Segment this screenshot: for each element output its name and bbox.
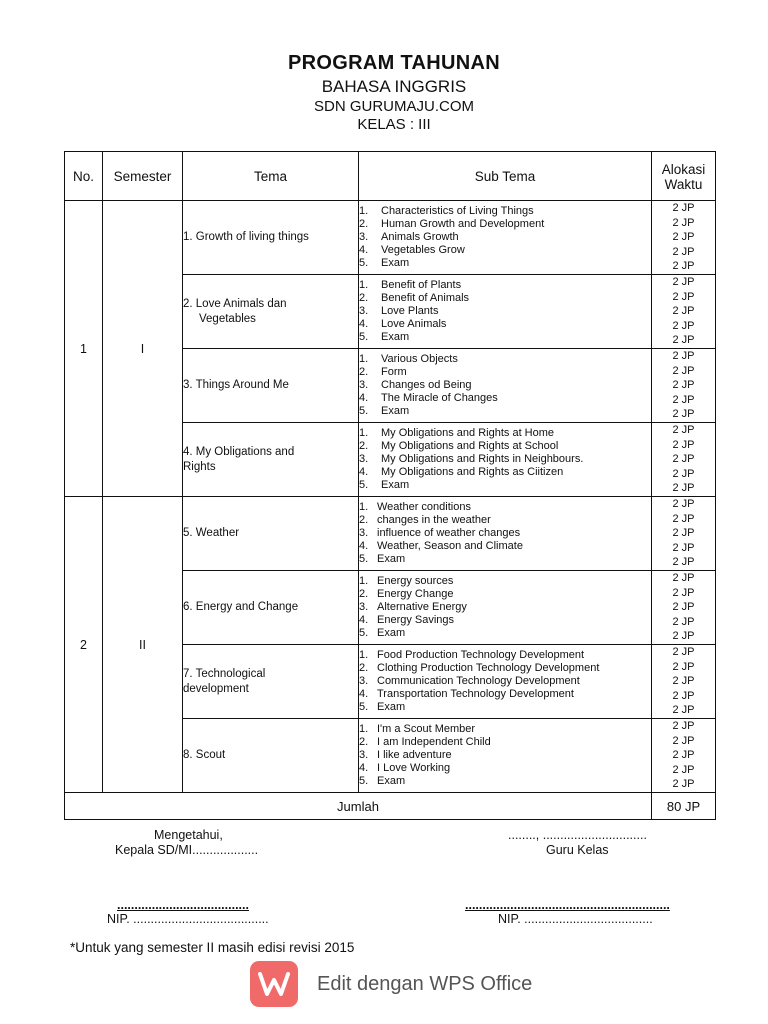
time-allocation: 2 JP — [672, 586, 695, 599]
semester-number: 1 — [65, 201, 103, 497]
time-allocation: 2 JP — [672, 438, 695, 451]
program-table — [64, 151, 716, 820]
table-header-row — [65, 152, 716, 201]
time-allocation-cell — [652, 497, 716, 571]
subtheme-index: 1. — [359, 649, 369, 661]
subtheme-index: 5. — [359, 405, 369, 417]
theme-title: Rights — [183, 460, 216, 473]
subtheme-index: 4. — [359, 614, 369, 626]
subtheme-item — [359, 762, 651, 775]
subtheme-text: Exam — [377, 553, 406, 565]
time-allocation: 2 JP — [672, 276, 695, 289]
subtheme-index: 3. — [359, 749, 369, 761]
subtheme-item — [359, 614, 651, 627]
signature-teacher-title: Guru Kelas — [546, 843, 609, 857]
subtheme-item — [359, 218, 651, 231]
theme-row — [65, 201, 716, 275]
time-allocation: 2 JP — [672, 720, 695, 733]
time-allocation: 2 JP — [672, 393, 695, 406]
subtheme-index: 3. — [359, 527, 369, 539]
subtheme-item — [359, 736, 651, 749]
semester-label: II — [103, 497, 183, 793]
subtheme-index: 1. — [359, 353, 369, 365]
subtheme-index: 3. — [359, 379, 369, 391]
subtheme-text: Energy Change — [377, 588, 454, 600]
time-allocation-cell — [652, 423, 716, 497]
signature-place-date: ........, .............................. — [508, 828, 647, 842]
subtheme-item — [359, 305, 651, 318]
subtheme-item — [359, 205, 651, 218]
subtheme-item — [359, 427, 651, 440]
subtheme-index: 1. — [359, 501, 369, 513]
subtheme-index: 3. — [359, 675, 369, 687]
subtheme-cell — [359, 275, 652, 349]
subtheme-item — [359, 553, 651, 566]
subtheme-text: Love Plants — [381, 305, 439, 317]
subtheme-index: 4. — [359, 688, 369, 700]
subtheme-item — [359, 244, 651, 257]
subtheme-item — [359, 379, 651, 392]
subtheme-text: Alternative Energy — [377, 601, 467, 613]
time-allocation: 2 JP — [672, 334, 695, 347]
time-allocation-cell — [652, 719, 716, 793]
subtheme-text: My Obligations and Rights in Neighbours. — [381, 453, 584, 465]
theme-title: 6. Energy and Change — [183, 601, 299, 613]
time-allocation-cell — [652, 349, 716, 423]
subtheme-text: Exam — [381, 479, 410, 491]
total-value: 80 JP — [652, 793, 716, 820]
subtheme-index: 5. — [359, 701, 369, 713]
subtheme-index: 4. — [359, 392, 369, 404]
time-allocation: 2 JP — [672, 408, 695, 421]
subtheme-index: 2. — [359, 218, 369, 230]
subtheme-text: Exam — [381, 405, 410, 417]
subtheme-item — [359, 688, 651, 701]
signature-principal-title: Kepala SD/MI................... — [115, 843, 259, 857]
subtheme-index: 3. — [359, 231, 369, 243]
subtheme-text: Characteristics of Living Things — [381, 205, 534, 217]
subtheme-index: 1. — [359, 575, 369, 587]
subtheme-index: 5. — [359, 257, 369, 269]
theme-title: 8. Scout — [183, 749, 226, 761]
time-allocation: 2 JP — [672, 556, 695, 569]
subtheme-index: 5. — [359, 775, 369, 787]
header-alokasi-waktu — [652, 152, 716, 201]
subtheme-item — [359, 318, 651, 331]
subtheme-text: influence of weather changes — [377, 527, 521, 539]
subtheme-text: My Obligations and Rights as Ciitizen — [381, 466, 564, 478]
subtheme-text: Food Production Technology Development — [377, 649, 585, 661]
time-allocation: 2 JP — [672, 290, 695, 303]
theme-title: 7. Technological — [183, 667, 266, 680]
subtheme-item — [359, 466, 651, 479]
subtheme-text: Clothing Production Technology Development — [377, 662, 600, 674]
theme-cell — [183, 201, 359, 275]
subtheme-text: Exam — [381, 331, 410, 343]
total-row — [65, 793, 716, 820]
wps-edit-banner[interactable] — [250, 960, 532, 1008]
subtheme-index: 3. — [359, 305, 369, 317]
time-allocation: 2 JP — [672, 350, 695, 363]
subtheme-item — [359, 675, 651, 688]
theme-cell — [183, 423, 359, 497]
subtheme-text: changes in the weather — [377, 514, 491, 526]
subtheme-index: 4. — [359, 762, 369, 774]
subtheme-item — [359, 440, 651, 453]
subtheme-item — [359, 540, 651, 553]
header-semester: Semester — [103, 152, 183, 201]
subtheme-text: Exam — [377, 627, 406, 639]
subtheme-index: 1. — [359, 205, 369, 217]
time-allocation: 2 JP — [672, 231, 695, 244]
subtheme-text: Exam — [381, 257, 410, 269]
subtheme-index: 4. — [359, 244, 369, 256]
subtheme-item — [359, 331, 651, 344]
subtheme-index: 5. — [359, 331, 369, 343]
theme-cell — [183, 645, 359, 719]
time-allocation-cell — [652, 645, 716, 719]
theme-title: Vegetables — [199, 312, 256, 325]
subtheme-text: Exam — [377, 701, 406, 713]
time-allocation: 2 JP — [672, 424, 695, 437]
wps-edit-label[interactable]: Edit dengan WPS Office — [317, 972, 533, 995]
semester-label: I — [103, 201, 183, 497]
subtheme-index: 2. — [359, 366, 369, 378]
time-allocation: 2 JP — [672, 216, 695, 229]
subtheme-item — [359, 601, 651, 614]
time-allocation: 2 JP — [672, 778, 695, 791]
subtheme-item — [359, 501, 651, 514]
subtheme-text: Various Objects — [381, 353, 458, 365]
subtheme-text: Communication Technology Development — [377, 675, 580, 687]
time-allocation: 2 JP — [672, 630, 695, 643]
document-title: PROGRAM TAHUNAN — [288, 52, 500, 74]
subtheme-item — [359, 353, 651, 366]
semester-number: 2 — [65, 497, 103, 793]
subtheme-cell — [359, 201, 652, 275]
subtheme-index: 5. — [359, 553, 369, 565]
theme-cell — [183, 275, 359, 349]
theme-title: 4. My Obligations and — [183, 445, 295, 458]
time-allocation: 2 JP — [672, 734, 695, 747]
subtheme-text: I Love Working — [377, 762, 451, 774]
subtheme-item — [359, 279, 651, 292]
subtheme-text: Animals Growth — [381, 231, 459, 243]
subtheme-text: Energy Savings — [377, 614, 455, 626]
subtheme-item — [359, 479, 651, 492]
table-body — [65, 201, 716, 793]
theme-title: 2. Love Animals dan — [183, 297, 287, 310]
subtheme-text: The Miracle of Changes — [381, 392, 498, 404]
subtheme-text: Transportation Technology Development — [377, 688, 574, 700]
subtheme-index: 5. — [359, 627, 369, 639]
theme-cell — [183, 571, 359, 645]
time-allocation: 2 JP — [672, 615, 695, 628]
subtheme-item — [359, 257, 651, 270]
time-allocation: 2 JP — [672, 541, 695, 554]
time-allocation: 2 JP — [672, 245, 695, 258]
principal-name-line: ...................................... — [117, 898, 249, 912]
time-allocation: 2 JP — [672, 260, 695, 273]
time-allocation: 2 JP — [672, 364, 695, 377]
subtheme-item — [359, 662, 651, 675]
time-allocation: 2 JP — [672, 453, 695, 466]
signature-acknowledged: Mengetahui, — [154, 828, 223, 842]
time-allocation-cell — [652, 275, 716, 349]
time-allocation: 2 JP — [672, 704, 695, 717]
subtheme-item — [359, 701, 651, 714]
theme-title: 1. Growth of living things — [183, 231, 309, 243]
class-label: KELAS : III — [357, 116, 431, 133]
time-allocation: 2 JP — [672, 646, 695, 659]
time-allocation: 2 JP — [672, 675, 695, 688]
subtheme-item — [359, 292, 651, 305]
teacher-nip: NIP. ..................................... — [498, 912, 653, 926]
subtheme-cell — [359, 349, 652, 423]
time-allocation: 2 JP — [672, 689, 695, 702]
subtheme-index: 4. — [359, 540, 369, 552]
subtheme-item — [359, 749, 651, 762]
header-sub-tema: Sub Tema — [359, 152, 652, 201]
subtheme-item — [359, 231, 651, 244]
header-no: No. — [65, 152, 103, 201]
time-allocation: 2 JP — [672, 601, 695, 614]
subtheme-index: 4. — [359, 466, 369, 478]
subtheme-text: Human Growth and Development — [381, 218, 545, 230]
subtheme-text: Benefit of Animals — [381, 292, 470, 304]
subtheme-item — [359, 366, 651, 379]
time-allocation: 2 JP — [672, 660, 695, 673]
header-alokasi-line2: Waktu — [664, 177, 703, 192]
theme-row — [65, 497, 716, 571]
school-name: SDN GURUMAJU.COM — [314, 98, 474, 115]
theme-title: development — [183, 682, 249, 695]
subtheme-index: 5. — [359, 479, 369, 491]
subtheme-item — [359, 575, 651, 588]
footnote: *Untuk yang semester II masih edisi revisi 2015 — [70, 940, 355, 955]
header-tema: Tema — [183, 152, 359, 201]
subtheme-text: I like adventure — [377, 749, 452, 761]
teacher-name-line: ........................................................... — [465, 898, 670, 912]
subtheme-text: Energy sources — [377, 575, 454, 587]
time-allocation: 2 JP — [672, 749, 695, 762]
theme-title: 3. Things Around Me — [183, 379, 289, 391]
subtheme-index: 2. — [359, 662, 369, 674]
subtheme-item — [359, 392, 651, 405]
subtheme-index: 2. — [359, 736, 369, 748]
subtheme-index: 4. — [359, 318, 369, 330]
total-label: Jumlah — [65, 793, 652, 820]
subject-title: BAHASA INGGRIS — [321, 77, 467, 96]
subtheme-text: Form — [381, 366, 407, 378]
time-allocation: 2 JP — [672, 305, 695, 318]
wps-logo-icon[interactable] — [250, 961, 298, 1007]
subtheme-cell — [359, 719, 652, 793]
time-allocation: 2 JP — [672, 527, 695, 540]
subtheme-item — [359, 723, 651, 736]
time-allocation: 2 JP — [672, 467, 695, 480]
subtheme-text: Benefit of Plants — [381, 279, 462, 291]
time-allocation-cell — [652, 571, 716, 645]
subtheme-item — [359, 405, 651, 418]
subtheme-text: Changes od Being — [381, 379, 472, 391]
time-allocation: 2 JP — [672, 763, 695, 776]
subtheme-index: 2. — [359, 514, 369, 526]
subtheme-cell — [359, 571, 652, 645]
header-alokasi-line1: Alokasi — [661, 162, 706, 177]
time-allocation: 2 JP — [672, 512, 695, 525]
subtheme-cell — [359, 645, 652, 719]
subtheme-text: Vegetables Grow — [381, 244, 465, 256]
principal-nip: NIP. ....................................... — [107, 912, 269, 926]
subtheme-text: My Obligations and Rights at School — [381, 440, 559, 452]
time-allocation: 2 JP — [672, 379, 695, 392]
subtheme-index: 1. — [359, 427, 369, 439]
time-allocation-cell — [652, 201, 716, 275]
time-allocation: 2 JP — [672, 319, 695, 332]
subtheme-item — [359, 627, 651, 640]
subtheme-index: 1. — [359, 279, 369, 291]
subtheme-item — [359, 453, 651, 466]
subtheme-index: 3. — [359, 601, 369, 613]
time-allocation: 2 JP — [672, 202, 695, 215]
time-allocation: 2 JP — [672, 482, 695, 495]
subtheme-text: Weather, Season and Climate — [377, 540, 523, 552]
subtheme-cell — [359, 423, 652, 497]
subtheme-index: 1. — [359, 723, 369, 735]
subtheme-text: Weather conditions — [377, 501, 471, 513]
subtheme-index: 2. — [359, 588, 369, 600]
theme-title: 5. Weather — [183, 527, 240, 539]
theme-cell — [183, 349, 359, 423]
time-allocation: 2 JP — [672, 498, 695, 511]
subtheme-text: I'm a Scout Member — [377, 723, 476, 735]
theme-cell — [183, 719, 359, 793]
subtheme-cell — [359, 497, 652, 571]
subtheme-item — [359, 775, 651, 788]
time-allocation: 2 JP — [672, 572, 695, 585]
subtheme-index: 3. — [359, 453, 369, 465]
subtheme-text: Love Animals — [381, 318, 447, 330]
subtheme-item — [359, 527, 651, 540]
subtheme-index: 2. — [359, 440, 369, 452]
subtheme-item — [359, 588, 651, 601]
subtheme-text: I am Independent Child — [377, 736, 491, 748]
subtheme-text: My Obligations and Rights at Home — [381, 427, 555, 439]
theme-cell — [183, 497, 359, 571]
subtheme-index: 2. — [359, 292, 369, 304]
subtheme-item — [359, 649, 651, 662]
wps-w-glyph-icon — [257, 970, 291, 998]
subtheme-text: Exam — [377, 775, 406, 787]
subtheme-item — [359, 514, 651, 527]
